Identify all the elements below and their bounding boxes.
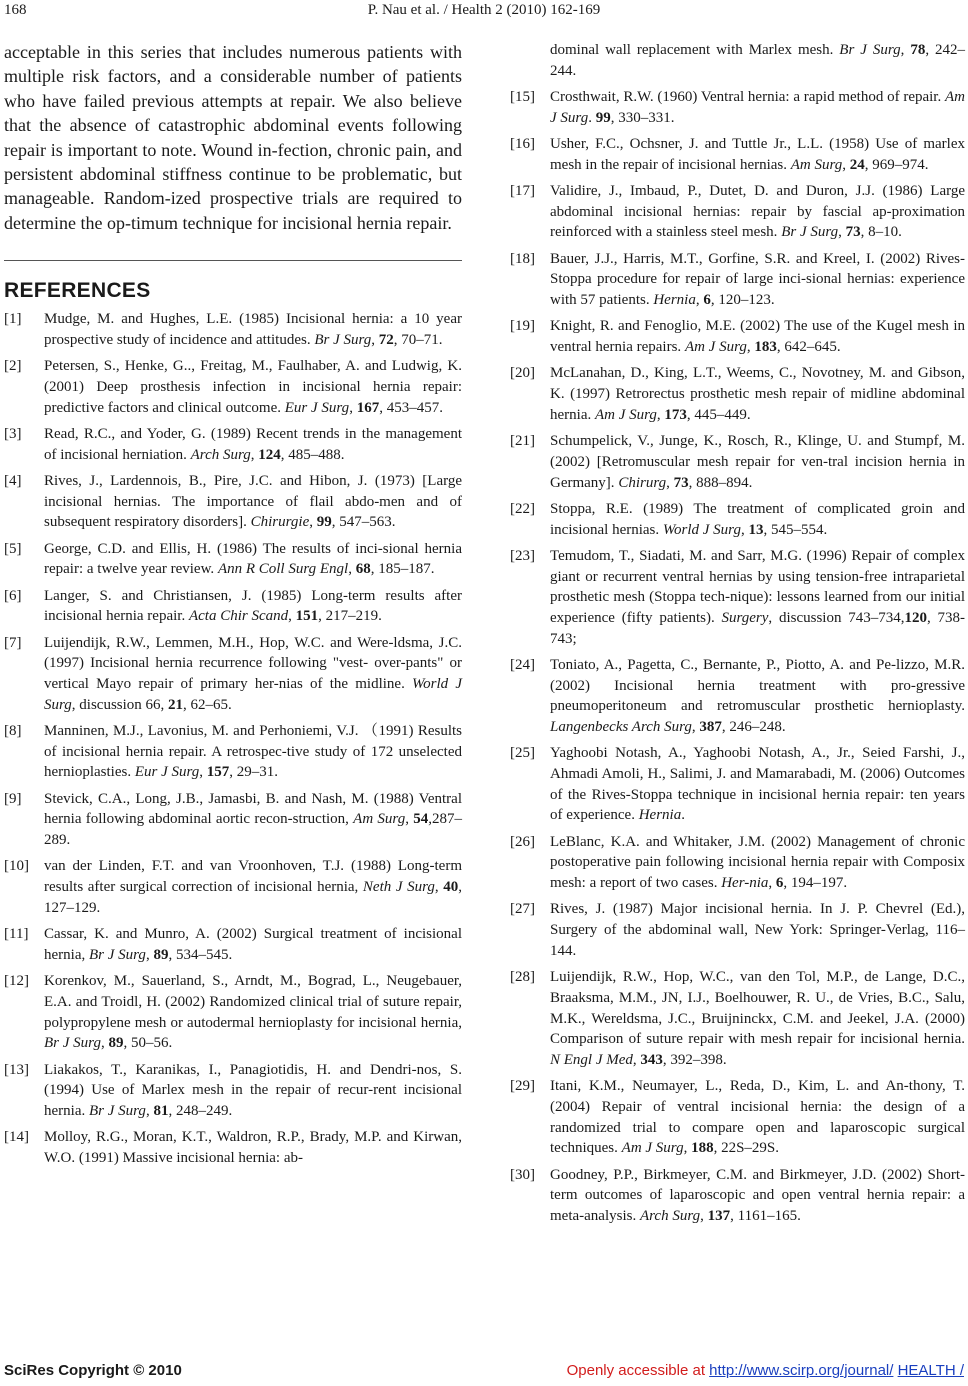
section-divider — [4, 260, 462, 261]
access-text: Openly accessible at — [566, 1362, 710, 1379]
reference-volume: 120 — [904, 609, 927, 626]
reference-text — [550, 899, 965, 961]
reference-separator: , — [145, 1102, 154, 1119]
reference-text — [44, 924, 462, 965]
reference-number: [9] — [4, 790, 22, 807]
reference-text — [44, 1127, 462, 1168]
reference-body: Langer, S. and Christiansen, J. (1985) Long-term results after incisional hernia repair. — [44, 587, 462, 625]
reference-text — [44, 633, 462, 716]
reference-body: Rives, J., Lardennois, B., Pire, J.C. and Hibon, J. (1973) [Large incisional hernias. The importance of flail abdo-men and of subsequent respiratory disorders]. — [44, 472, 462, 531]
reference-pages: , 642–645. — [776, 339, 841, 356]
reference-pages: ,287–289. — [44, 811, 462, 849]
reference-volume: 6 — [703, 292, 711, 309]
reference-volume: 99 — [316, 514, 332, 531]
reference-body: Liakakos, T., Karanikas, I., Panagiotidis, H. and Dendri-nos, S. (1994) Use of Marlex mesh in the repair of recur-rent incisional hernia. — [44, 1061, 462, 1119]
reference-text — [44, 424, 462, 465]
reference-text — [550, 1165, 965, 1227]
references-heading: REFERENCES — [4, 279, 151, 303]
reference-body: Cassar, K. and Munro, A. (2002) Surgical treatment of incisional hernia, — [44, 926, 462, 963]
reference-pages: , 127–129. — [44, 879, 462, 916]
reference-body: Validire, J., Imbaud, P., Dutet, D. and Duron, J.J. (1986) Large abdominal incisional hernias: repair by fascial ap-proximation reinforced with a stainless steel mesh. — [550, 183, 965, 241]
reference-number: [29] — [510, 1078, 535, 1095]
reference-body: Usher, F.C., Ochsner, J. and Tuttle Jr., L.L. (1958) Use of marlex mesh in the repair of incisional hernias. — [550, 136, 965, 173]
reference-journal: Am J Surg — [550, 89, 965, 126]
reference-number: [23] — [510, 547, 535, 564]
reference-text — [44, 856, 462, 918]
reference-volume: 81 — [153, 1102, 169, 1119]
reference-separator: , — [145, 946, 154, 963]
reference-item — [4, 1060, 462, 1122]
reference-volume: 54 — [413, 811, 429, 828]
reference-body: Luijendijk, R.W., Hop, W.C., van den Tol, M.P., de Lange, D.C., Braaksma, M.M., JN, I.J., Boelhouwer, R. U., de Vries, B.C., Salu, M.K., Wereldsma, J.C., Bruijninckx, C.M. and Jeekel, J.A. (2000) Comparison of suture repair with mesh repair for incisional hernia. — [550, 969, 965, 1048]
reference-number: [18] — [510, 250, 535, 267]
reference-pages: , 217–219. — [318, 608, 382, 625]
reference-volume: 99 — [595, 109, 611, 126]
reference-text — [44, 309, 462, 350]
reference-item — [510, 1165, 965, 1227]
reference-number: [26] — [510, 833, 535, 850]
reference-journal: Br J Surg — [781, 224, 839, 241]
reference-list-left — [4, 309, 462, 1168]
reference-item — [4, 721, 462, 783]
reference-journal: Acta Chir Scand — [188, 608, 289, 625]
reference-pages: , 888–894. — [688, 474, 753, 491]
reference-item — [510, 967, 965, 1071]
reference-item — [4, 586, 462, 627]
reference-separator: , — [405, 811, 414, 828]
reference-separator: , — [683, 1140, 692, 1157]
reference-body: Temudom, T., Siadati, M. and Sarr, M.G. (1996) Repair of complex giant or recurrent ventral hernias by using tension-free intraparietal prosthetic mesh (Stoppa tech-nique): lessons learned from our initial experience (fifty patients). — [550, 547, 965, 626]
reference-number: [17] — [510, 183, 535, 199]
reference-item — [4, 789, 462, 851]
reference-body: George, C.D. and Ellis, H. (1986) The results of inci-sional hernia repair: a twelve year review. — [44, 540, 462, 578]
page-header — [0, 2, 968, 26]
left-column — [4, 40, 462, 1174]
reference-item — [510, 499, 965, 540]
reference-journal: Arch Surg — [639, 1208, 701, 1225]
reference-body: Rives, J. (1987) Major incisional hernia. In J. P. Chevrel (Ed.), Surgery of the abdominal wall, New York: Springer-Verlag, 116–144. — [550, 901, 965, 959]
reference-item — [4, 309, 462, 350]
reference-journal: Her-nia — [721, 875, 769, 892]
reference-separator: . — [588, 109, 596, 126]
reference-number: [8] — [4, 723, 22, 740]
reference-volume: 387 — [699, 719, 722, 736]
reference-text — [550, 431, 965, 493]
reference-pages: , 534–545. — [168, 946, 233, 963]
reference-body: Korenkov, M., Sauerland, S., Arndt, M., Bograd, L., Neugebauer, E.A. and Troidl, H. (2002) Randomized clinical trial of suture repair, polypropylene mesh or autodermal hernioplasty for incisional hernia, — [44, 973, 462, 1031]
reference-number: [5] — [4, 540, 22, 557]
reference-pages: , 120–123. — [710, 292, 775, 309]
reference-separator: , — [691, 719, 700, 736]
reference-item — [4, 539, 462, 580]
reference-text — [550, 832, 965, 894]
reference-text — [44, 789, 462, 851]
reference-item — [510, 249, 965, 311]
reference-journal: Chirurgie — [250, 514, 310, 531]
reference-body: McLanahan, D., King, L.T., Weems, C., Novotney, M. and Gibson, K. (1997) Retrorectus prosthetic mesh repair of midline abdominal hernia. — [550, 365, 965, 423]
reference-item — [4, 356, 462, 418]
reference-body: Crosthwait, R.W. (1960) Ventral hernia: a rapid method of repair. — [550, 89, 945, 105]
reference-separator: , — [768, 875, 776, 892]
reference-journal: Surgery — [721, 609, 769, 626]
reference-separator: , — [695, 292, 704, 309]
reference-volume: 173 — [664, 406, 687, 423]
reference-volume: 21 — [168, 696, 184, 713]
reference-separator: , — [746, 339, 755, 356]
reference-number: [3] — [4, 425, 22, 442]
reference-text — [550, 363, 965, 425]
reference-item — [510, 1076, 965, 1159]
reference-journal: Arch Surg — [190, 446, 251, 463]
reference-body: Petersen, S., Henke, G.., Freitag, M., Faulhaber, A. and Ludwig, K. (2001) Deep prosthesis infection in incisional hernia repair: predictive factors and clinical outcome. — [44, 358, 462, 416]
reference-pages: , 194–197. — [783, 875, 848, 892]
reference-item — [510, 546, 965, 650]
reference-item — [4, 424, 462, 465]
reference-volume: 72 — [378, 331, 394, 348]
reference-item — [510, 655, 965, 738]
reference-pages: , 392–398. — [662, 1051, 727, 1068]
reference-journal: N Engl J Med — [550, 1051, 633, 1068]
reference-pages: , 1161–165. — [730, 1208, 801, 1225]
reference-pages: , 547–563. — [331, 514, 396, 531]
reference-separator: , discussion 743–734, — [768, 609, 905, 626]
reference-number: [21] — [510, 433, 535, 450]
reference-number: [28] — [510, 969, 535, 986]
reference-journal: Br J Surg — [88, 946, 146, 963]
reference-journal: World J Surg — [662, 521, 741, 538]
reference-text — [550, 546, 965, 650]
reference-item — [510, 363, 965, 425]
reference-separator: , — [250, 446, 259, 463]
reference-separator: , — [838, 224, 846, 241]
reference-text — [550, 249, 965, 311]
reference-body: Yaghoobi Notash, A., Yaghoobi Notash, A., Jr., Seied Farshi, J., Ahmadi Amoli, H., Salimi, J. and Mamarabadi, M. (2006) Outcomes of the Rives-Stoppa technique in incisional hernia repair: ten years of experience. — [550, 745, 965, 824]
reference-body: LeBlanc, K.A. and Whitaker, J.M. (2002) Management of chronic postoperative pain following incisional hernia repair with Composix mesh: a report of two cases. — [550, 833, 965, 892]
reference-separator: , — [656, 406, 665, 423]
page-footer — [0, 1362, 968, 1386]
reference-volume: 188 — [691, 1140, 714, 1157]
reference-journal: Ann R Coll Surg Engl — [217, 561, 349, 578]
reference-body: Mudge, M. and Hughes, L.E. (1985) Incisional hernia: a 10 year prospective study of incidence and attitudes. — [44, 311, 462, 348]
reference-body: Stevick, C.A., Long, J.B., Jamasbi, B. and Nash, M. (1988) Ventral hernia following abdominal aortic recon-struction, — [44, 790, 462, 828]
reference-volume: 24 — [849, 156, 865, 173]
reference-text — [44, 1060, 462, 1122]
reference-separator: , — [349, 399, 357, 416]
reference-body: Schumpelick, V., Junge, K., Rosch, R., Klinge, U. and Stumpf, M. (2002) [Retromuscular mesh repair for ven-tral incision hernia in Germany]. — [550, 433, 965, 491]
reference-item — [4, 1127, 462, 1168]
reference-journal: Eur J Surg — [134, 764, 200, 781]
reference-journal: Br J Surg — [88, 1102, 146, 1119]
reference-list-right — [510, 87, 965, 1227]
reference-number: [19] — [510, 318, 535, 335]
reference-item — [510, 899, 965, 961]
reference-text — [550, 499, 965, 540]
reference-text — [44, 721, 462, 783]
reference-body: van der Linden, F.T. and van Vroonhoven, T.J. (1988) Long-term results after surgical correction of incisional hernia, — [44, 858, 462, 896]
reference-number: [6] — [4, 587, 22, 604]
reference-item — [4, 924, 462, 965]
reference-number: [12] — [4, 973, 29, 990]
reference-number: [25] — [510, 745, 535, 762]
reference-number: [24] — [510, 656, 535, 673]
reference-journal: Br J Surg — [314, 331, 372, 348]
reference-text — [550, 316, 965, 357]
reference-body: Read, R.C., and Yoder, G. (1989) Recent trends in the management of incisional herniation. — [44, 425, 462, 463]
reference-14-continuation: dominal wall replacement with Marlex mesh. Br J Surg, 78, 242–244. — [550, 42, 965, 79]
reference-journal: Br J Surg — [44, 1035, 101, 1052]
reference-number: [16] — [510, 136, 535, 152]
reference-body: Molloy, R.G., Moran, K.T., Waldron, R.P., Brady, M.P. and Kirwan, W.O. (1991) Massive incisional hernia: ab- — [44, 1129, 462, 1166]
reference-journal: World J Surg — [44, 676, 463, 713]
reference-pages: , 453–457. — [379, 399, 443, 416]
reference-pages: , 969–974. — [864, 156, 929, 173]
reference-body: Knight, R. and Fenoglio, M.E. (2002) The use of the Kugel mesh in ventral hernia repairs. — [550, 318, 965, 356]
health-journal-link[interactable]: HEALTH / — [897, 1362, 964, 1379]
reference-body: Bauer, J.J., Harris, M.T., Gorfine, S.R. and Kreel, I. (2002) Rives-Stoppa procedure for repair of large inci-sional hernias: experience with 57 patients. — [550, 250, 965, 309]
reference-pages: , 738-743; — [550, 609, 965, 647]
reference-number: [4] — [4, 472, 22, 489]
reference-text — [550, 655, 965, 738]
reference-item — [4, 971, 462, 1054]
reference-text — [550, 87, 965, 128]
reference-volume: 183 — [754, 339, 777, 356]
reference-separator: , — [632, 1051, 641, 1068]
reference-separator: , discussion 66, — [71, 696, 169, 713]
reference-pages: , 50–56. — [123, 1035, 173, 1052]
reference-journal: Hernia — [653, 292, 696, 309]
reference-number: [20] — [510, 365, 535, 382]
running-head: P. Nau et al. / Health 2 (2010) 162-169 — [367, 2, 601, 18]
reference-volume: 151 — [295, 608, 319, 625]
reference-item — [510, 431, 965, 493]
reference-volume: 157 — [206, 764, 230, 781]
reference-volume: 73 — [673, 474, 689, 491]
reference-separator: , — [700, 1208, 708, 1225]
reference-volume: 40 — [443, 879, 459, 896]
right-column — [510, 40, 965, 1232]
reference-item — [510, 316, 965, 357]
reference-separator: , — [348, 561, 356, 578]
reference-pages: , 22S–29S. — [713, 1140, 780, 1157]
reference-separator: , — [100, 1035, 109, 1052]
reference-pages: , 545–554. — [763, 521, 828, 538]
reference-item — [4, 471, 462, 533]
reference-body: Manninen, M.J., Lavonius, M. and Perhoniemi, V.J. （1991) Results of incisional hernia repair. A retrospec-tive study of 172 unselected hernioplasties. — [44, 723, 462, 781]
reference-separator: , — [842, 156, 850, 173]
reference-volume: 124 — [258, 446, 281, 463]
reference-pages: , 248–249. — [168, 1102, 233, 1119]
reference-volume: 137 — [707, 1208, 731, 1225]
reference-journal: Am Surg — [353, 811, 406, 828]
conclusion-paragraph: acceptable in this series that includes numerous patients with multiple risk factors, and a considerable number of patients who have failed previous attempts at repair. We also believe that the absence of catastrophic abdominal events following repair is important to note. Wound in-fection, chronic pain, and persistent abdominal stiffness continue to be problematic, but manageable. Random-ized prospective trials are required to determine the op-timum technique for incisional hernia repair. — [4, 42, 462, 233]
reference-volume: 89 — [108, 1035, 124, 1052]
reference-body: Toniato, A., Pagetta, C., Bernante, P., Piotto, A. and Pe-lizzo, M.R. (2002) Incisional hernia treatment with pro-gressive pneumoperitoneum and retromuscular prosthetic hernioplasty. — [550, 656, 965, 715]
reference-item — [4, 856, 462, 918]
reference-volume: 89 — [153, 946, 169, 963]
reference-item — [510, 181, 965, 243]
reference-pages: , 8–10. — [860, 224, 902, 241]
reference-separator: , — [309, 514, 317, 531]
reference-body: Goodney, P.P., Birkmeyer, C.M. and Birkmeyer, J.D. (2002) Short-term outcomes of laparoscopic and open ventral hernia repair: a meta-analysis. — [550, 1166, 965, 1225]
reference-item — [510, 87, 965, 128]
reference-pages: , 62–65. — [183, 696, 232, 713]
reference-number: [1] — [4, 311, 22, 328]
access-notice — [567, 1362, 964, 1379]
reference-body: Luijendijk, R.W., Lemmen, M.H., Hop, W.C. and Were-ldsma, J.C. (1997) Incisional hernia recurrence following "vest- over-pants" or vertical Mayo repair of primary her-nias of the midline. — [44, 634, 462, 693]
reference-journal: Neth J Surg — [362, 879, 435, 896]
journal-url-link[interactable]: http://www.scirp.org/journal/ — [709, 1362, 894, 1379]
reference-journal: Am J Surg — [621, 1140, 684, 1157]
reference-journal: Am J Surg — [684, 339, 747, 356]
reference-journal: Eur J Surg — [284, 399, 350, 416]
reference-journal: Am J Surg — [594, 406, 657, 423]
reference-number: [13] — [4, 1061, 29, 1078]
reference-pages: , 70–71. — [393, 331, 443, 348]
reference-number: [11] — [4, 926, 29, 943]
reference-item — [510, 832, 965, 894]
reference-number: [7] — [4, 634, 22, 651]
reference-number: [30] — [510, 1166, 535, 1183]
reference-text — [44, 539, 462, 580]
reference-item — [510, 134, 965, 175]
reference-pages: , 445–449. — [686, 406, 751, 423]
reference-item — [4, 633, 462, 716]
reference-text — [44, 356, 462, 418]
reference-text — [550, 967, 965, 1071]
copyright-notice: SciRes Copyright © 2010 — [4, 1362, 182, 1379]
reference-separator: , — [199, 764, 207, 781]
reference-number: [2] — [4, 358, 22, 375]
reference-text — [44, 471, 462, 533]
reference-pages: , 29–31. — [229, 764, 279, 781]
reference-number: [10] — [4, 858, 29, 875]
reference-item — [510, 743, 965, 826]
reference-number: [22] — [510, 500, 535, 517]
reference-volume: 68 — [355, 561, 371, 578]
reference-text — [550, 181, 965, 243]
reference-volume: 73 — [845, 224, 861, 241]
reference-text — [550, 1076, 965, 1159]
reference-separator: , — [288, 608, 296, 625]
reference-number: [15] — [510, 89, 535, 105]
reference-journal: Hernia — [638, 807, 682, 824]
reference-body: Stoppa, R.E. (1989) The treatment of complicated groin and incisional hernias. — [550, 500, 965, 538]
reference-separator: , — [371, 331, 379, 348]
reference-body: Itani, K.M., Neumayer, L., Reda, D., Kim, L. and An-thony, T. (2004) Repair of ventral incisional hernia: the design of a randomized trial to compare open and laparoscopic surgical techniques. — [550, 1078, 965, 1157]
reference-text — [44, 971, 462, 1054]
reference-text — [44, 586, 462, 627]
reference-pages: , 485–488. — [280, 446, 345, 463]
reference-text — [550, 134, 965, 175]
reference-volume: 6 — [775, 875, 784, 892]
reference-number: [14] — [4, 1129, 29, 1146]
reference-pages: , 185–187. — [370, 561, 435, 578]
reference-pages: , 246–248. — [721, 719, 786, 736]
reference-separator: , — [666, 474, 674, 491]
reference-number: [27] — [510, 901, 535, 918]
reference-volume: 167 — [356, 399, 380, 416]
reference-separator: , — [434, 879, 444, 896]
reference-journal: Am Surg — [790, 156, 843, 173]
reference-separator: , — [740, 521, 749, 538]
reference-journal: Langenbecks Arch Surg — [550, 719, 692, 736]
reference-journal: Chirurg — [618, 474, 667, 491]
reference-text — [550, 743, 965, 826]
reference-volume: 13 — [748, 521, 764, 538]
reference-pages: . — [681, 807, 685, 824]
reference-pages: , 330–331. — [610, 109, 675, 126]
page-number: 168 — [4, 2, 27, 18]
reference-volume: 343 — [640, 1051, 663, 1068]
